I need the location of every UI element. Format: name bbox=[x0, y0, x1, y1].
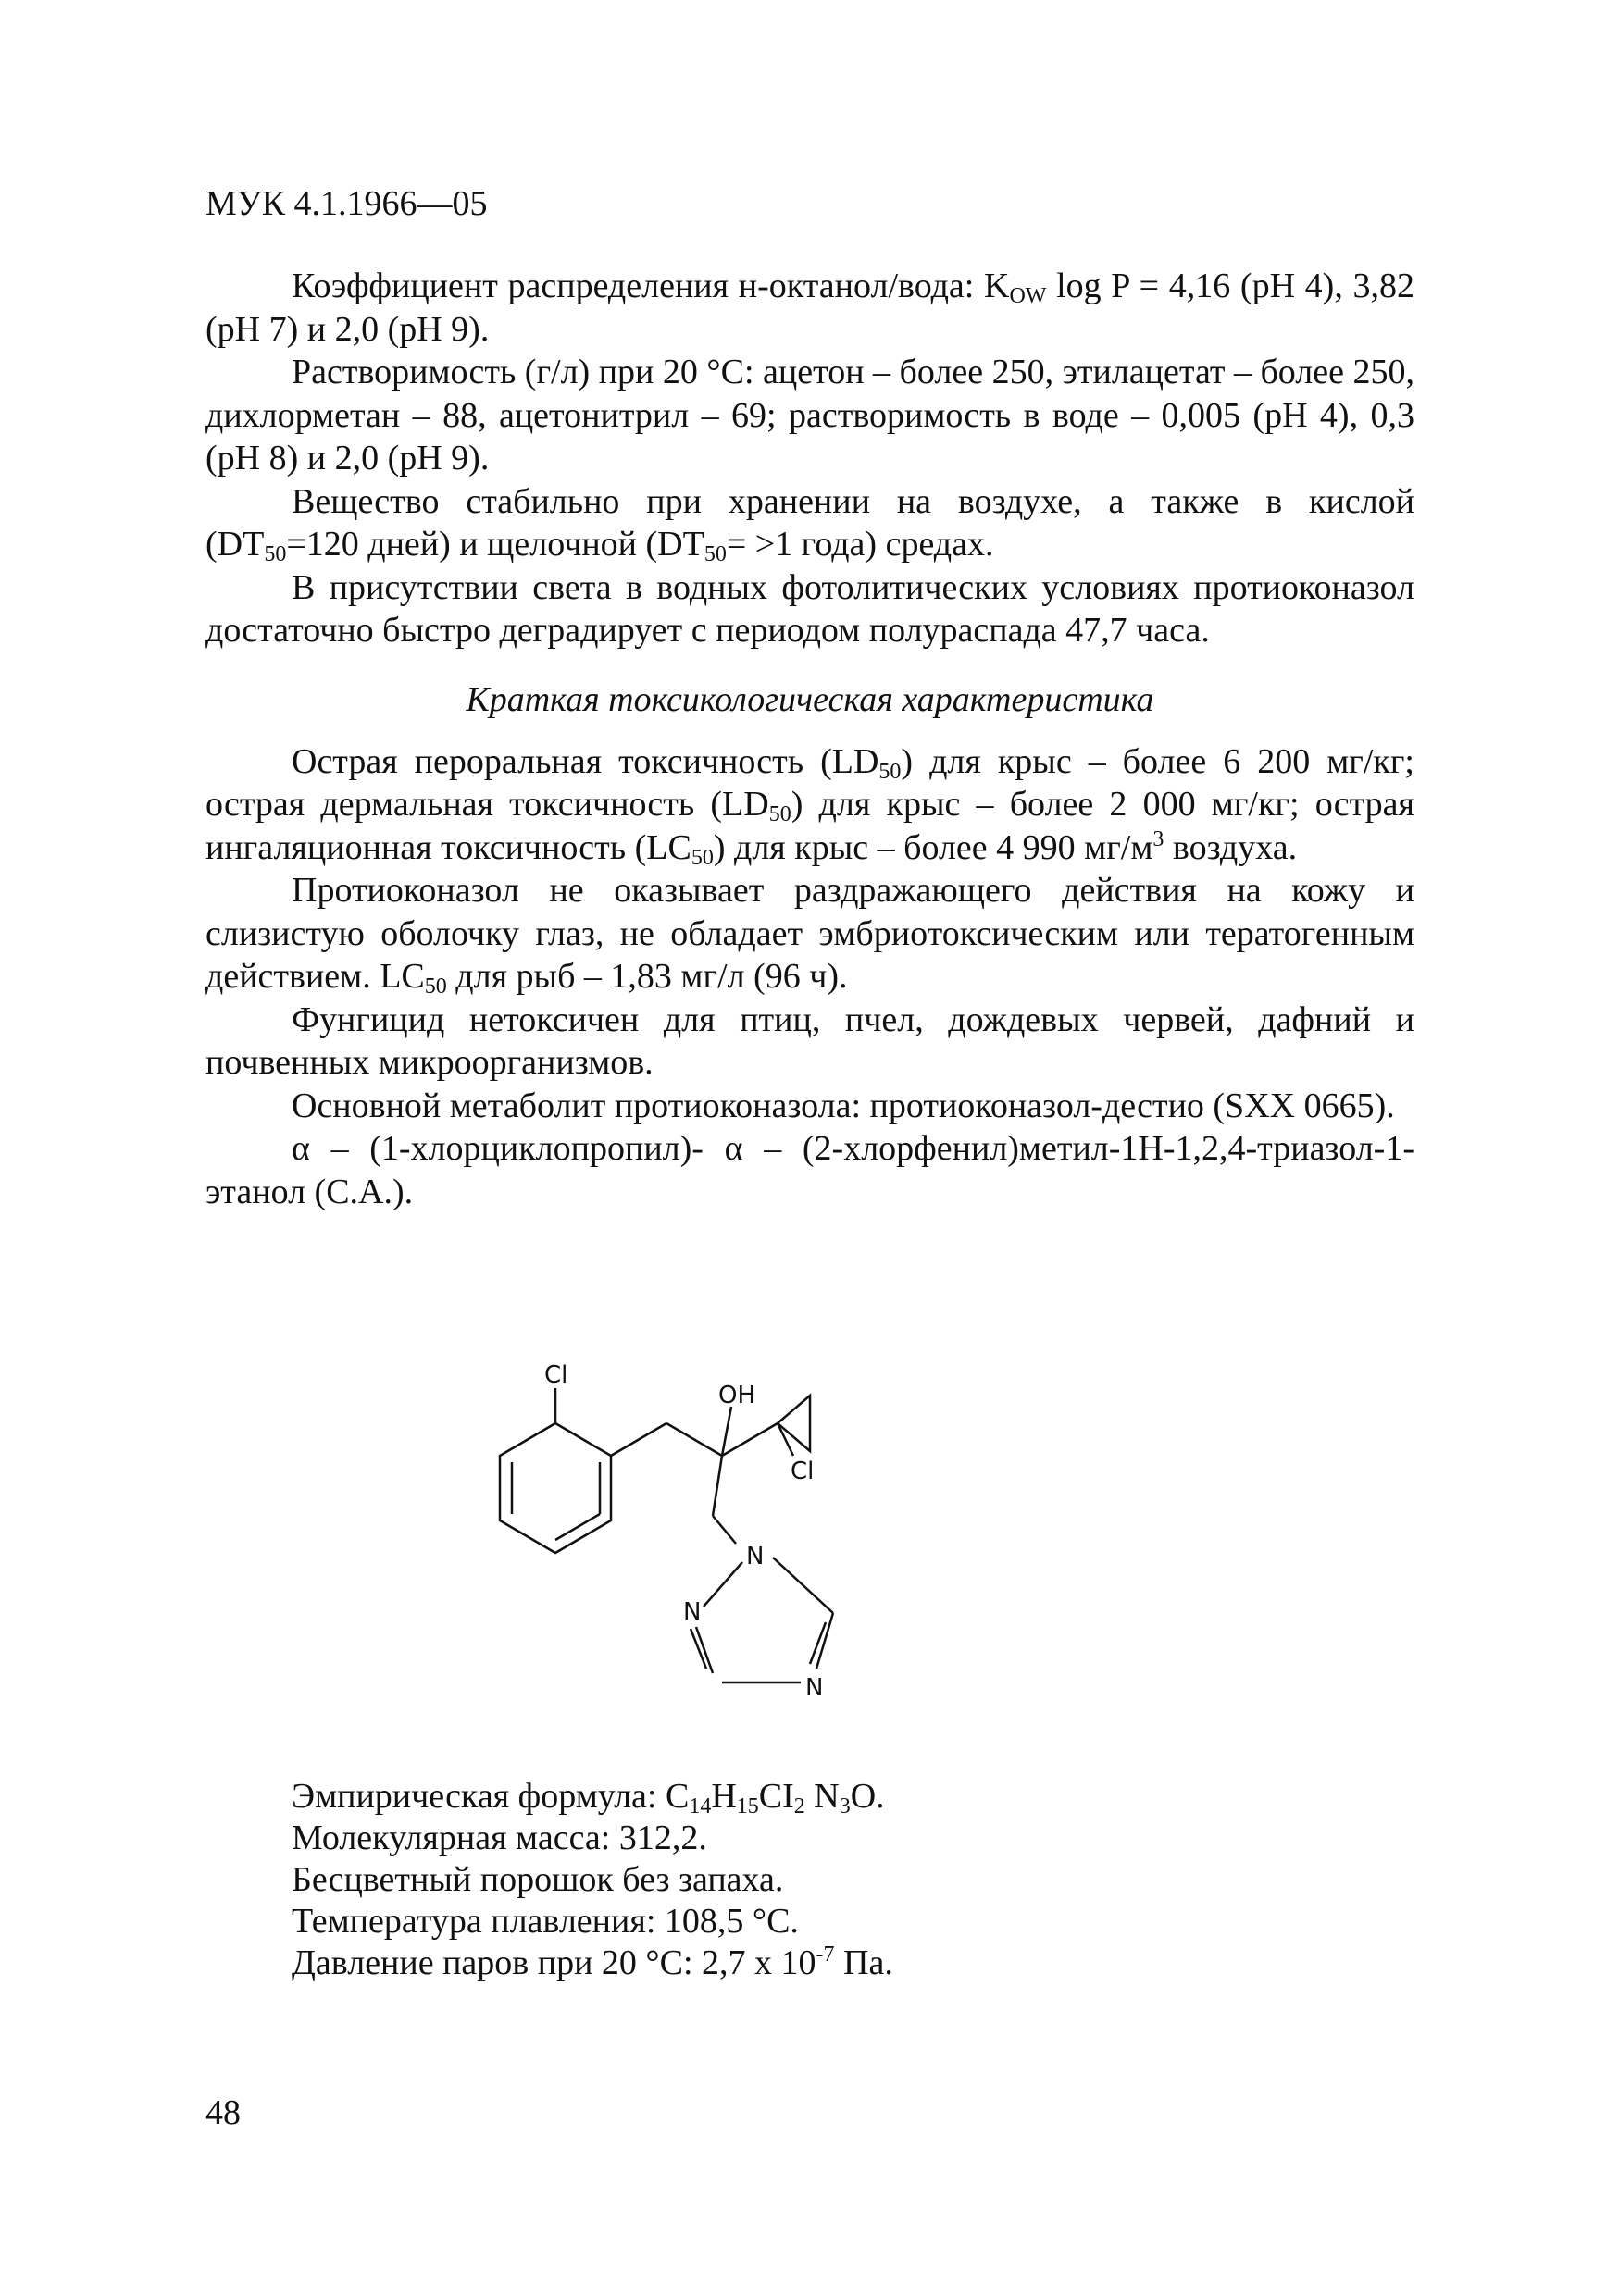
paragraph-irritation bbox=[205, 869, 1414, 999]
paragraph-metabolite: Основной метаболит протиоконазола: протиоконазол-дестио (SXX 0665). bbox=[292, 1086, 1395, 1125]
text: Эмпирическая формула: C bbox=[292, 1777, 690, 1816]
bond-ch2 bbox=[611, 1423, 666, 1456]
bond-cl2 bbox=[778, 1423, 793, 1456]
subscript: 14 bbox=[689, 1794, 712, 1818]
bond-c-c bbox=[666, 1423, 722, 1456]
bond-oh bbox=[722, 1407, 731, 1456]
text: = >1 года) средах. bbox=[726, 525, 994, 564]
melting-point: Температура плавления: 108,5 °С. bbox=[292, 1902, 799, 1941]
page-number: 48 bbox=[205, 2093, 241, 2132]
paragraph-chemical-name: α – (1-хлорциклопропил)- α – (2-хлорфенил)метил-1H-1,2,4-триазол-1-этанол (С.А.). bbox=[205, 1129, 1414, 1211]
text: ) для крыс – более 4 990 мг/м bbox=[713, 827, 1153, 867]
text: Па. bbox=[834, 1943, 893, 1982]
bonds bbox=[500, 1388, 833, 1682]
atom-label-oh: OH bbox=[718, 1382, 756, 1409]
subscript: 50 bbox=[264, 542, 287, 566]
subscript: 2 bbox=[793, 1794, 805, 1818]
atom-label-cl: Cl bbox=[791, 1458, 815, 1485]
structural-formula bbox=[481, 1359, 1055, 1766]
subscript: OW bbox=[1009, 284, 1047, 308]
bond-ch2-down bbox=[713, 1456, 722, 1516]
text: воздуха. bbox=[1164, 827, 1298, 867]
text: N bbox=[804, 1777, 840, 1816]
document-body bbox=[205, 265, 1414, 1213]
bond-cyclopropyl bbox=[722, 1423, 778, 1456]
paragraph-acute-toxicity bbox=[205, 740, 1414, 870]
vapor-pressure bbox=[292, 1942, 1310, 1984]
superscript: -7 bbox=[816, 1942, 835, 1967]
benzene-ring bbox=[500, 1423, 611, 1553]
triazole-bond bbox=[773, 1558, 833, 1613]
text: =120 дней) и щелочной (DT bbox=[286, 525, 704, 564]
paragraph-ecotoxicity: Фунгицид нетоксичен для птиц, пчел, дождевых червей, дафний и почвенных микроорганизмов. bbox=[205, 999, 1414, 1082]
atom-label-n: N bbox=[746, 1543, 765, 1570]
compound-properties bbox=[292, 1776, 1310, 1984]
text: CI bbox=[758, 1777, 794, 1816]
document-header: МУК 4.1.1966—05 bbox=[205, 184, 488, 223]
subscript: 50 bbox=[691, 845, 714, 870]
atom-label-cl: Cl bbox=[544, 1361, 568, 1389]
subscript: 3 bbox=[839, 1794, 851, 1818]
text: Протиоконазол не оказывает раздражающего действия на кожу и слизистую оболочку глаз, не обладает эмбриотоксическим или тератогенным действием. LC bbox=[205, 871, 1414, 996]
empirical-formula bbox=[292, 1776, 1310, 1818]
atom-label-n: N bbox=[805, 1674, 824, 1702]
text: Вещество стабильно при хранении на воздухе, а также в кислой (DT bbox=[205, 481, 1414, 564]
text: Давление паров при 20 °С: 2,7 x 10 bbox=[292, 1943, 816, 1982]
section-title: Краткая токсикологическая характеристика bbox=[466, 679, 1154, 719]
text: Острая пероральная токсичность (LD bbox=[292, 741, 879, 781]
text: log P = 4,16 (pH 4), 3,82 (pH 7) и 2,0 (pH 9). bbox=[205, 267, 1414, 349]
paragraph-partition-coefficient bbox=[205, 265, 1414, 351]
subscript: 50 bbox=[878, 759, 902, 784]
bond-n bbox=[713, 1516, 736, 1544]
text: H bbox=[711, 1777, 737, 1816]
subscript: 50 bbox=[768, 802, 791, 826]
paragraph-solubility: Растворимость (г/л) при 20 °С: ацетон – более 250, этилацетат – более 250, дихлорметан – 88, ацетонитрил – 69; растворимость в воде – 0,005 (pH 4), 0,3 (pH 8) и 2,0 (pH 9). bbox=[205, 353, 1414, 478]
paragraph-stability bbox=[205, 480, 1414, 566]
cyclopropane-ring bbox=[778, 1396, 810, 1451]
paragraph-photolysis: В присутствии света в водных фотолитических условиях протиоконазол достаточно быстро деградирует с периодом полураспада 47,7 часа. bbox=[205, 567, 1414, 650]
text: для рыб – 1,83 мг/л (96 ч). bbox=[446, 957, 848, 996]
text: ) для крыс – более 6 200 мг/кг; острая дермальная токсичность (LD bbox=[205, 741, 1414, 824]
text: Коэффициент распределения н-октанол/вода: K bbox=[292, 267, 1010, 305]
superscript: 3 bbox=[1152, 826, 1164, 851]
double-bond bbox=[555, 1514, 600, 1540]
text: ) для крыс – более 2 000 мг/кг; острая ингаляционная токсичность (LC bbox=[205, 785, 1414, 867]
atom-label-n: N bbox=[683, 1598, 702, 1626]
subscript: 15 bbox=[736, 1794, 759, 1818]
triazole-bond bbox=[704, 1562, 742, 1607]
subscript: 50 bbox=[424, 974, 447, 999]
subscript: 50 bbox=[704, 542, 727, 566]
text: O. bbox=[850, 1777, 885, 1816]
molecular-mass: Молекулярная масса: 312,2. bbox=[292, 1818, 707, 1857]
appearance: Бесцветный порошок без запаха. bbox=[292, 1860, 784, 1899]
